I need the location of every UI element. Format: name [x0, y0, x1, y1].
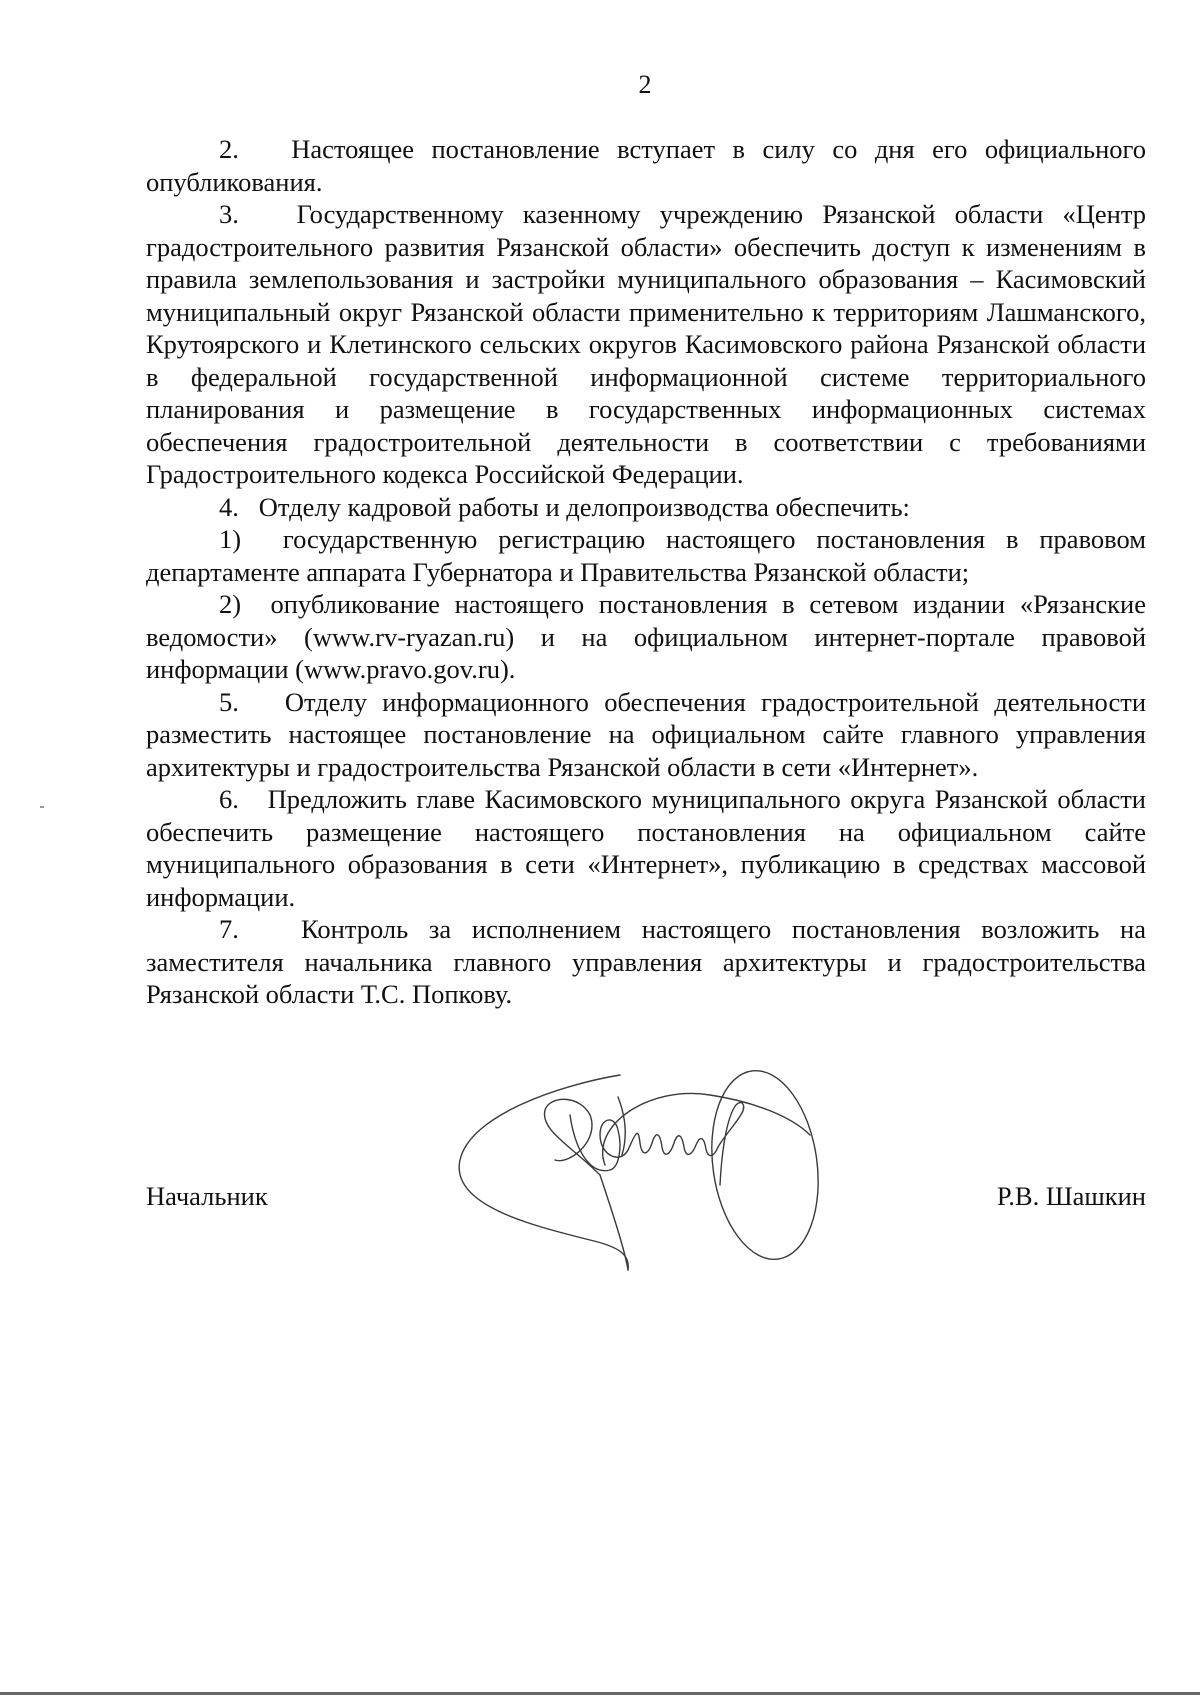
document-body	[146, 133, 1146, 1011]
paragraph-3-access-to-changes: 3. Государственному казенному учреждению Рязанской области «Центр градостроительного развития Рязанской области» обеспечить доступ к изменениям в правила землепользования и застройки муниципального образования – Касимовский муниципальный округ Рязанской области применительно к территориям Лашманского, Крутоярского и Клетинского сельских округов Касимовского района Рязанской области в федеральной государственной информационной системе территориального планирования и размещение в государственных информационных системах обеспечения градостроительной деятельности в соответствии с требованиями Градостроительного кодекса Российской Федерации.	[146, 199, 1146, 489]
page-number: 2	[638, 70, 652, 99]
scan-artifact	[40, 806, 44, 808]
signatory-title: Начальник	[146, 1181, 268, 1211]
subparagraph-4-1-registration: 1) государственную регистрацию настоящего постановления в правовом департаменте аппарата Губернатора и Правительства Рязанской области;	[146, 524, 1146, 587]
paragraph-5-website-posting: 5. Отделу информационного обеспечения градостроительной деятельности разместить настоящее постановление на официальном сайте главного управления архитектуры и градостроительства Рязанской области в сети «Интернет».	[146, 686, 1146, 782]
paragraph-6-municipal-posting: 6. Предложить главе Касимовского муниципального округа Рязанской области обеспечить размещение настоящего постановления на официальном сайте муниципального образования в сети «Интернет», публикацию в средствах массовой информации.	[146, 784, 1146, 912]
paragraph-4-records-department: 4. Отделу кадровой работы и делопроизводства обеспечить:	[219, 491, 910, 522]
paragraph-7-control: 7. Контроль за исполнением настоящего постановления возложить на заместителя начальника главного управления архитектуры и градостроительства Рязанской области Т.С. Попкову.	[146, 914, 1146, 1009]
paragraph-2-entry-into-force: 2. Настоящее постановление вступает в силу со дня его официального опубликования.	[146, 134, 1146, 197]
handwritten-signature	[450, 1055, 860, 1295]
page-bottom-edge	[0, 1692, 1200, 1695]
signatory-name: Р.В. Шашкин	[996, 1181, 1146, 1211]
subparagraph-4-2-publication: 2) опубликование настоящего постановления в сетевом издании «Рязанские ведомости» (www.rv-ryazan.ru) и на официальном интернет-портале правовой информации (www.pravo.gov.ru).	[146, 589, 1146, 684]
